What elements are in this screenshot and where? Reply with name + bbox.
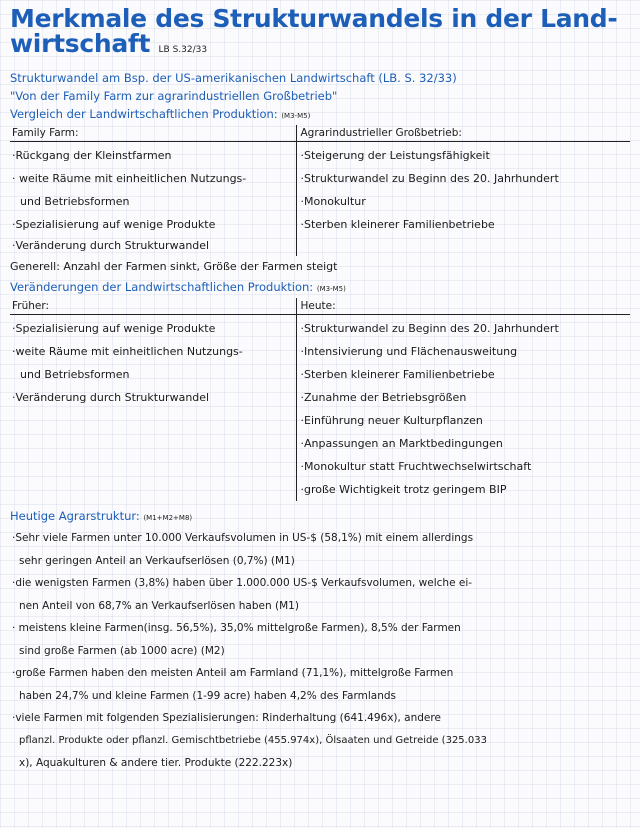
section3-heading-text: Heutige Agrarstruktur: (10, 509, 140, 523)
section2-heading-ref: (M3-M5) (316, 285, 346, 293)
table2-right-cell (296, 315, 630, 502)
list-item (12, 572, 632, 617)
paragraph-line: ·große Farmen haben den meisten Anteil am Farmland (71,1%), mittelgroße Farmen (12, 667, 454, 679)
list-item: ·Zunahme der Betriebsgrößen (300, 391, 467, 404)
section1-heading (10, 105, 632, 125)
section1-heading-ref: (M3-M5) (281, 112, 311, 120)
section1-summary: Generell: Anzahl der Farmen sinkt, Größe der Farmen steigt (10, 260, 338, 273)
list-item: ·Monokultur statt Fruchtwechselwirtschaft (300, 460, 532, 473)
paragraph-line: ·Sehr viele Farmen unter 10.000 Verkaufsvolumen in US-$ (58,1%) mit einem allerdings (12, 532, 474, 544)
list-item: ·Spezialisierung auf wenige Produkte (12, 218, 216, 231)
section3-heading-ref: (M1+M2+M8) (143, 514, 193, 522)
comparison-table-1 (10, 125, 630, 256)
page-title (10, 6, 632, 63)
list-item: ·Einführung neuer Kulturpflanzen (300, 414, 483, 427)
list-item: ·Sterben kleinerer Familienbetriebe (300, 218, 495, 231)
list-item: ·Veränderung durch Strukturwandel (12, 391, 210, 404)
table1-left-cell (10, 142, 296, 257)
paragraph-line: x), Aquakulturen & andere tier. Produkte (222.223x) (19, 757, 293, 769)
table2-header-left: Früher: (10, 298, 296, 315)
list-item: ·Spezialisierung auf wenige Produkte (12, 322, 216, 335)
title-word: wirtschaft (10, 29, 151, 58)
list-item (12, 527, 632, 572)
list-item: ·Veränderung durch Strukturwandel (12, 239, 210, 252)
table2-left-cell (10, 315, 296, 502)
paragraph-line: sind große Farmen (ab 1000 acre) (M2) (19, 644, 225, 657)
list-item (12, 617, 632, 662)
list-item: ·Strukturwandel zu Beginn des 20. Jahrhundert (300, 172, 559, 185)
section2-heading (10, 278, 632, 298)
paragraph-line: ·die wenigsten Farmen (3,8%) haben über 1.000.000 US-$ Verkaufsvolumen, welche ei- (12, 577, 473, 589)
paragraph-line: · meistens kleine Farmen(insg. 56,5%), 35,0% mittelgroße Farmen), 8,5% der Farmen (12, 622, 461, 634)
paragraph-line: haben 24,7% und kleine Farmen (1-99 acre) haben 4,2% des Farmlands (19, 689, 396, 702)
agrarstruktur-list (10, 527, 632, 775)
list-item: ·Sterben kleinerer Familienbetriebe (300, 368, 495, 381)
quote: "Von der Family Farm zur agrarindustriellen Großbetrieb" (10, 89, 338, 103)
comparison-table-2 (10, 298, 630, 501)
list-item: ·weite Räume mit einheitlichen Nutzungs- (12, 345, 243, 358)
paragraph-line: pflanzl. Produkte oder pflanzl. Gemischtbetriebe (455.974x), Ölsaaten und Getreide (325.033 (19, 734, 487, 746)
title-line-2 (10, 31, 632, 63)
list-item: ·Rückgang der Kleinstfarmen (12, 149, 172, 162)
table1-header-left: Family Farm: (10, 125, 296, 142)
list-item: und Betriebsformen (20, 368, 130, 381)
list-item: ·Monokultur (300, 195, 366, 208)
section1-heading-text: Vergleich der Landwirtschaftlichen Produktion: (10, 107, 278, 121)
list-item (12, 662, 632, 707)
paragraph-line: sehr geringen Anteil an Verkaufserlösen (0,7%) (M1) (19, 554, 295, 567)
section2-heading-text: Veränderungen der Landwirtschaftlichen Produktion: (10, 280, 314, 294)
list-item: · weite Räume mit einheitlichen Nutzungs- (12, 172, 247, 185)
paragraph-line: ·viele Farmen mit folgenden Spezialisierungen: Rinderhaltung (641.496x), andere (12, 712, 441, 724)
title-line-1: Merkmale des Strukturwandels in der Land- (10, 4, 618, 33)
notes-page (10, 6, 632, 775)
list-item: ·Anpassungen an Marktbedingungen (300, 437, 503, 450)
subtitle: Strukturwandel am Bsp. der US-amerikanischen Landwirtschaft (LB. S. 32/33) (10, 71, 457, 85)
title-ref: LB S.32/33 (158, 45, 208, 55)
section3-heading (10, 507, 632, 527)
paragraph-line: nen Anteil von 68,7% an Verkaufserlösen haben (M1) (19, 599, 299, 612)
list-item: ·Intensivierung und Flächenausweitung (300, 345, 518, 358)
list-item: ·Steigerung der Leistungsfähigkeit (300, 149, 490, 162)
table1-right-cell (296, 142, 630, 257)
list-item: ·große Wichtigkeit trotz geringem BIP (300, 483, 507, 496)
table2-header-right: Heute: (296, 298, 630, 315)
table1-header-right: Agrarindustrieller Großbetrieb: (296, 125, 630, 142)
list-item: und Betriebsformen (20, 195, 130, 208)
list-item (12, 707, 632, 775)
list-item: ·Strukturwandel zu Beginn des 20. Jahrhundert (300, 322, 559, 335)
